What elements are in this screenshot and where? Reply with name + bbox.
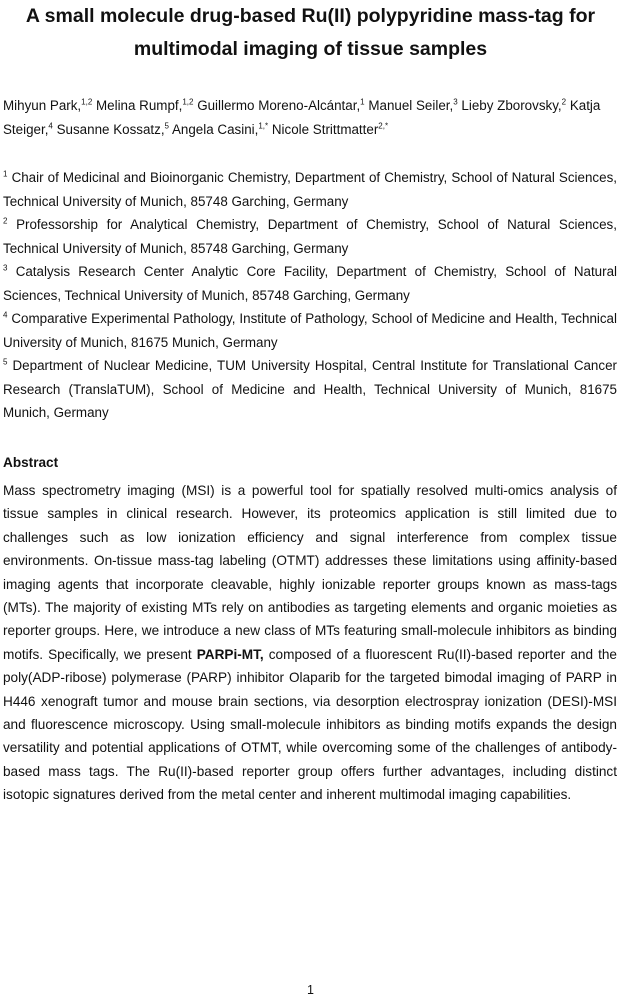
abstract-body: Mass spectrometry imaging (MSI) is a powerful tool for spatially resolved multi-omics analysis of tissue samples in clinical research. However, its proteomics application is still limited due to challenges such as low ionization efficiency and signal interference from complex tissue environments. On-tissue mass-tag labeling (OTMT) addresses these limitations using affinity-based imaging agents that incorporate cleavable, highly ionizable reporter groups known as mass-tags (MTs). The majority of existing MTs rely on antibodies as targeting elements and organic moieties as reporter groups. Here, we introduce a new class of MTs featuring small-molecule inhibitors as binding motifs. Specifically, we present PARPi-MT, composed of a fluorescent Ru(II)-based reporter and the poly(ADP-ribose) polymerase (PARP) inhibitor Olaparib for the targeted bimodal imaging of PARP in H446 xenograft tumor and mouse brain sections, via desorption electrospray ionization (DESI)-MSI and fluorescence microscopy. Using small-molecule inhibitors as binding motifs expands the design versatility and potential applications of OTMT, while overcoming some of the challenges of antibody-based mass tags. The Ru(II)-based reporter group offers further advantages, including distinct isotopic signatures derived from the metal center and inherent multimodal imaging capabilities. xyxy=(3,483,617,803)
affiliation: $^4$ Comparative Experimental Pathology, Institute of Pathology, School of Medicine and Health, Technical University of Munich, 81675 Munich, Germany xyxy=(3,310,617,350)
author: Manuel Seiler,$^3$ xyxy=(368,97,458,113)
author: Susanne Kossatz,$^5$ xyxy=(56,121,169,137)
author: Guillermo Moreno-Alcántar,$^1$ xyxy=(197,97,365,113)
affiliation: $^3$ Catalysis Research Center Analytic Core Facility, Department of Chemistry, School of Natural Sciences, Technical University of Munich, 85748 Garching, Germany xyxy=(3,263,617,303)
compound-name: PARPi-MT, xyxy=(196,646,264,662)
author: Angela Casini,$^{1,*}$ xyxy=(171,121,269,137)
page-number: 1 xyxy=(307,983,314,997)
author: Lieby Zborovsky,$^2$ xyxy=(461,97,567,113)
author-list xyxy=(3,94,617,141)
affiliation: $^2$ Professorship for Analytical Chemistry, Department of Chemistry, School of Natural Sciences, Technical University of Munich, 85748 Garching, Germany xyxy=(3,216,617,256)
author: Melina Rumpf,$^{1,2}$ xyxy=(96,97,194,113)
author: Mihyun Park,$^{1,2}$ xyxy=(3,97,93,113)
author: Nicole Strittmatter$^{2,*}$ xyxy=(271,121,389,137)
affiliation: $^5$ Department of Nuclear Medicine, TUM University Hospital, Central Institute for Translational Cancer Research (TranslaTUM), School of Medicine and Health, Technical University of Munich, 81675 Munich, Germany xyxy=(3,357,617,420)
abstract-heading: Abstract xyxy=(3,455,59,470)
affiliation-list xyxy=(3,166,617,425)
affiliation: $^1$ Chair of Medicinal and Bioinorganic Chemistry, Department of Chemistry, School of Natural Sciences, Technical University of Munich, 85748 Garching, Germany xyxy=(3,169,617,209)
paper-title: A small molecule drug-based Ru(II) polypyridine mass-tag for multimodal imaging of tissue samples xyxy=(25,5,596,60)
author: Katja Steiger,$^4$ xyxy=(3,98,601,137)
